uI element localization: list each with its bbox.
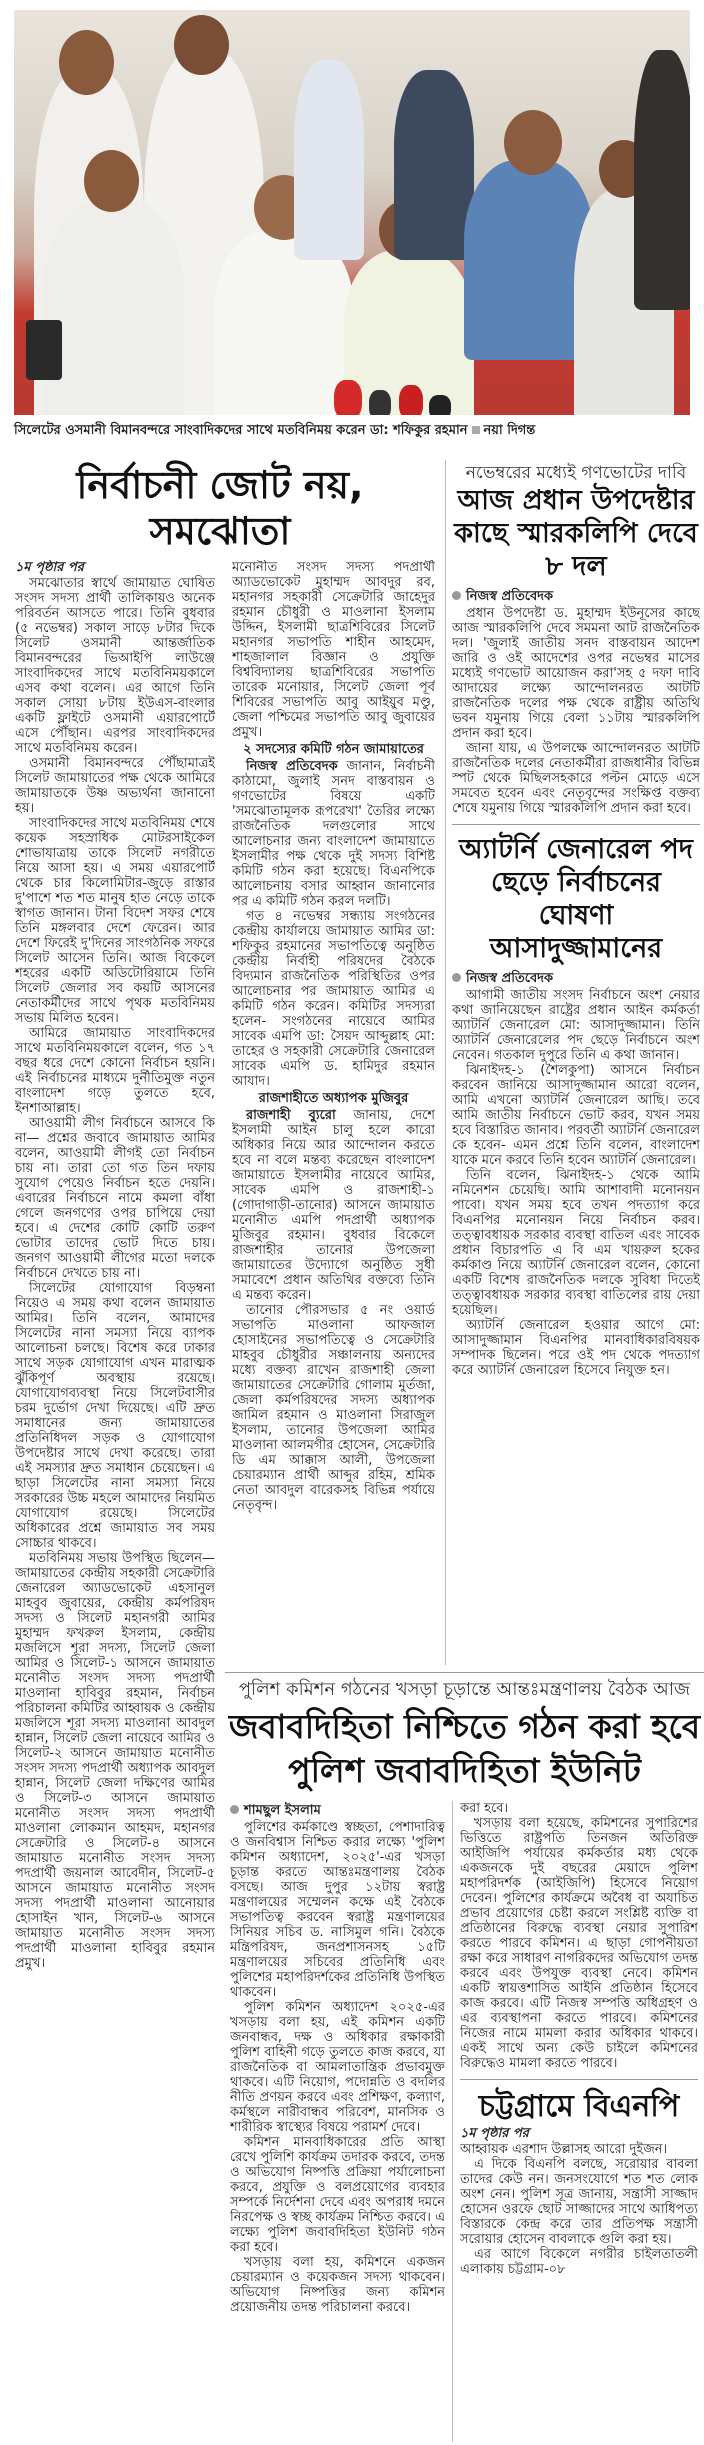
paragraph: তানোর পৌরসভার ৫ নং ওয়ার্ড সভাপতি মাওলানা আফজাল হোসাইনের সভাপতিত্বে ও সেক্রেটারি মাহবুব চৌধুরীর সঞ্চালনায় অন্যদের মধ্যে বক্তব্য রাখেন রাজশাহী জেলা জামায়াতের সেক্রেটারি গোলাম মুর্তজা, জেলা কর্মপরিষদের সদস্য অধ্যাপক জামিল রহমান ও মাওলানা সিরাজুল ইসলাম, তানোর উপজেলা আমির মাওলানা আলমগীর হোসেন, সেক্রেটারি ডি এম আক্কাস আলী, উপজেলা চেয়ারম্যান প্রার্থী আব্দুর রহিম, শ্রমিক নেতা আবদুল বারেকসহ বিভিন্ন পর্যায়ে নেতৃবৃন্দ। (232, 1303, 435, 1513)
person-head (504, 110, 562, 175)
subhead: রাজশাহীতে অধ্যাপক মুজিবুর (258, 1091, 409, 1106)
microphone (399, 385, 423, 415)
person-figure (634, 50, 690, 310)
main-headline: নির্বাচনী জোট নয়, সমঝোতা (76, 463, 364, 553)
paragraph: সমঝোতার স্বার্থে জামায়াত ঘোষিত সংসদ সদস্য প্রার্থী তালিকায়ও অনেক পরিবর্তন আসতে পারে। তিনি বুধবার (৫ নভেম্বর) সকাল সাড়ে ৮টার দিকে সিলেট ওসমানী আন্তর্জাতিক বিমানবন্দরের ভিআইপি লাউঞ্জে সাংবাদিকদের সাথে মতবিনিময়কালে এসব কথা বলেন। এর আগে তিনি সকাল সোয়া ৮টায় ইউএস-বাংলার একটি ফ্লাইটে ওসমানী এয়ারপোর্টে এসে পৌঁছান। এরপর সাংবাদিকদের সাথে মতবিনিময় করেন। (15, 576, 215, 756)
paragraph: আমিরে জামায়াত সাংবাদিকদের সাথে মতবিনিময়কালে বলেন, গত ১৭ বছর ধরে দেশে কোনো নির্বাচন হয়নি। এই নির্বাচনের মাধ্যমে দুর্নীতিমুক্ত নতুন বাংলাদেশ গড়ে তুলতে হবে, ইনশাআল্লাহ। (15, 1026, 215, 1116)
lead-source: রাজশাহী ব্যুরো (246, 1108, 336, 1123)
news-photo (14, 10, 690, 415)
police-article (225, 1672, 704, 2442)
paragraph: এ দিকে বিএনপি বলছে, সরোয়ার বাবলা তাদের কেউ নন। জনসংযোগে শত শত লোক অংশ নেন। পুলিশ সূত্র জানায়, সন্ত্রাসী সাজ্জাদ হোসেন ওরফে ছোট সাজ্জাদের সাথে আধিপত্য বিস্তারকে কেন্দ্র করে তার প্রতিপক্ষ সন্ত্রাসী সরোয়ার হোসেন বাবলাকে গুলি করা হয়। (460, 2157, 698, 2247)
police-right-column (452, 1801, 698, 2442)
headline: আজ প্রধান উপদেষ্টার কাছে স্মারকলিপি দেবে ৮ দল (454, 485, 698, 582)
square-bullet-icon (472, 426, 480, 434)
person-figure (394, 70, 474, 260)
photo-caption (14, 422, 694, 439)
microphone (429, 395, 451, 415)
paragraph (232, 759, 435, 909)
person-figure (44, 200, 184, 415)
byline-text: নিজস্ব প্রতিবেদক (466, 971, 554, 986)
police-article-column-2 (460, 1801, 698, 2071)
continued-label: ১ম পৃষ্ঠার পর (15, 560, 84, 575)
paragraph: তিনি বলেন, ঝিনাইদহ-১ থেকে আমি নমিনেশন চেয়েছি। আমি আশাবাদী মনোনয়ন পাবো। যখন সময় হবে তখন পদত্যাগ করে বিএনপির মনোনয়ন নিয়ে নির্বাচন করব। তত্ত্বাবধায়ক সরকার ব্যবস্থা বাতিল এবং সাবেক প্রধান বিচারপতি এ বি এম খায়রুল হকের কর্মকাণ্ড নিয়ে অ্যাটর্নি জেনারেল বলেন, কোনো একটি বিশেষ রাজনৈতিক দলকে সুবিধা দিতেই তত্ত্বাবধায়ক সরকার ব্যবস্থা বাতিলের রায় দেয়া হয়েছিল। (452, 1168, 700, 1318)
byline (230, 1803, 445, 1818)
bullet-dot-icon (452, 591, 461, 600)
paragraph: অ্যাটর্নি জেনারেল হওয়ার আগে মো: আসাদুজ্জামান বিএনপির মানবাধিকারবিষয়ক সম্পাদক ছিলেন। পরে ওই পদ থেকে পদত্যাগ করে অ্যাটর্নি জেনারেল হিসেবে নিযুক্ত হন। (452, 1318, 700, 1378)
right-column (452, 462, 700, 1664)
lead-source: নিজস্ব প্রতিবেদক (246, 759, 338, 774)
paragraph (232, 1108, 435, 1303)
section-divider (460, 2079, 698, 2080)
paragraph: আগামী জাতীয় সংসদ নির্বাচনে অংশ নেয়ার কথা জানিয়েছেন রাষ্ট্রের প্রধান আইন কর্মকর্তা অ্যাটর্নি জেনারেল মো: আসাদুজ্জামান। তিনি অ্যাটর্নি জেনারেলের পদ ছেড়ে নির্বাচনে অংশ নেবেন। গতকাল দুপুরে তিনি এ কথা জানান। (452, 988, 700, 1063)
kicker: পুলিশ কমিশন গঠনের খসড়া চূড়ান্তে আন্তঃমন্ত্রণালয় বৈঠক আজ (238, 1679, 691, 1700)
person-head (174, 15, 229, 75)
section-divider (452, 824, 700, 825)
paragraph: খসড়ায় বলা হয়েছে, কমিশনের সুপারিশের ভিত্তিতে রাষ্ট্রপতি তিনজন অতিরিক্ত আইজিপি পর্যায়ের কর্মকর্তার মধ্য থেকে একজনকে দুই বছরের মেয়াদে পুলিশ মহাপরিদর্শক (আইজিপি) হিসেবে নিয়োগ দেবেন। পুলিশের কার্যক্রমে অবৈধ বা অযাচিত প্রভাব প্রয়োগের চেষ্টা করলে সংশ্লিষ্ট ব্যক্তি বা প্রতিষ্ঠানের বিরুদ্ধে ব্যবস্থা নেয়ার সুপারিশ করতে পারবে কমিশন। এ ছাড়া গোপনীয়তা রক্ষা করে সাধারণ নাগরিকদের অভিযোগ তদন্ত করবে এবং উপযুক্ত ব্যবস্থা নেবে। কমিশন একটি স্বায়ত্তশাসিত আইনি প্রতিষ্ঠান হিসেবে কাজ করবে। এটি নিজস্ব সম্পত্তি অধিগ্রহণ ও এর ব্যবস্থাপনা করতে পারবে। কমিশনের নিজের নামে মামলা করার অধিকার থাকবে। একই সাথে অন্য কেউ চাইলে কমিশনের বিরুদ্ধেও মামলা করতে পারবে। (460, 1816, 698, 2071)
person-figure (294, 60, 364, 260)
paragraph: প্রধান উপদেষ্টা ড. মুহাম্মদ ইউনূসের কাছে আজ স্মারকলিপি দেবে সমমনা আট রাজনৈতিক দল। 'জুলাই জাতীয় সনদ বাস্তবায়ন আদেশ জারি ও ওই আদেশের ওপর নভেম্বর মাসের মধ্যেই গণভোট আয়োজন করা'সহ ৫ দফা দাবি আদায়ের লক্ষ্যে আন্দোলনরত আটটি রাজনৈতিক দলের পক্ষ থেকে রাষ্ট্রীয় অতিথি ভবন যমুনায় গিয়ে বেলা ১১টায় স্মারকলিপি প্রদান করা হবে। (452, 606, 700, 741)
police-body (225, 1801, 704, 2442)
bullet-dot-icon (230, 1805, 239, 1814)
paragraph: কমিশন মানবাধিকারের প্রতি আস্থা রেখে পুলিশি কার্যক্রম তদারক করবে, তদন্ত ও অভিযোগ নিষ্পত্তি প্রক্রিয়া পর্যালোচনা করবে, প্রযুক্তি ও বলপ্রয়োগের ব্যবহার সম্পর্কে নির্দেশনা দেবে এবং অপরাধ দমনে নিরপেক্ষ ও স্বচ্ছ কার্যক্রম নিশ্চিত করবে। এ লক্ষ্যে পুলিশ জবাবদিহিতা ইউনিট গঠন করা হবে। (230, 2135, 445, 2255)
main-article-column-2 (232, 560, 435, 1664)
paragraph: মতবিনিময় সভায় উপস্থিত ছিলেন— জামায়াতের কেন্দ্রীয় সহকারী সেক্রেটারি জেনারেল অ্যাডভোকেট এহসানুল মাহবুব জুবায়ের, কেন্দ্রীয় কর্মপরিষদ সদস্য ও সিলেট মহানগরী আমির মুহাম্মদ ফখরুল ইসলাম, কেন্দ্রীয় মজলিসে শূরা সদস্য, সিলেট জেলা আমির ও সিলেট-১ আসনে জামায়াত মনোনীত সংসদ সদস্য পদপ্রার্থী মাওলানা হাবিবুর রহমান, নির্বাচন পরিচালনা কমিটির আহ্বায়ক ও কেন্দ্রীয় মজলিসে শূরা সদস্য মাওলানা আবদুল হান্নান, সিলেট জেলা নায়েবে আমির ও সিলেট-২ আসনে জামায়াত মনোনীত সংসদ সদস্য পদপ্রার্থী অধ্যাপক আবদুল হান্নান, সিলেট জেলা দক্ষিণের আমির ও সিলেট-৩ আসনে জামায়াত মনোনীত সংসদ সদস্য পদপ্রার্থী মাওলানা লোকমান আহমদ, মহানগর সেক্রেটারি ও সিলেট-৪ আসনে জামায়াত মনোনীত সংসদ সদস্য পদপ্রার্থী জয়নাল আবেদীন, সিলেট-৫ আসনে জামায়াত মনোনীত সংসদ সদস্য পদপ্রার্থী মাওলানা আনোয়ার হোসাইন খান, সিলেট-৬ আসনে জামায়াত মনোনীত সংসদ সদস্য পদপ্রার্থী মাওলানা হাবিবুর রহমান প্রমুখ। (15, 1551, 215, 1971)
paragraph: সাংবাদিকদের সাথে মতবিনিময় শেষে কয়েক সহস্রাধিক মোটরসাইকেল শোভাযাত্রায় তাকে সিলেট নগরীতে নিয়ে আসা হয়। এ সময় এয়ারপোর্ট থেকে চার কিলোমিটার-জুড়ে রাস্তার দু'পাশে শত শত মানুষ হাত নেড়ে তাকে স্বাগত জানান। টানা বিদেশ সফর শেষে তিনি মঙ্গলবার দেশে ফেরেন। আর দেশে ফিরেই দু'দিনের সাংগঠনিক সফরে সিলেট আসেন তিনি। আজ বিকেলে শহরের একটি অডিটোরিয়ামে তিনি সিলেট জেলার সব কয়টি আসনের নেতাকর্মীদের সাথে পৃথক মতবিনিময় সভায় মিলিত হবেন। (15, 816, 215, 1026)
section-divider (225, 1672, 704, 1673)
paragraph: মনোনীত সংসদ সদস্য পদপ্রার্থী অ্যাডভোকেট মুহাম্মদ আবদুর রব, মহানগর সহকারী সেক্রেটারি জাহেদুর রহমান চৌধুরী ও মাওলানা ইসলাম উদ্দিন, ইসলামী ছাত্রশিবিরের সিলেট মহানগর সভাপতি শাহীন আহমেদ, শাহজালাল বিজ্ঞান ও প্রযুক্তি বিশ্ববিদ্যালয় ছাত্রশিবিরের সভাপতি তারেক মনোয়ার, সিলেট জেলা পূর্ব শিবিরের সভাপতি আবু আইয়ুব মণ্ডু, জেলা পশ্চিমের সভাপতি আবু জুবায়ের প্রমুখ। (232, 560, 435, 740)
caption-text: সিলেটের ওসমানী বিমানবন্দরে সাংবাদিকদের সাথে মতবিনিময় করেন ডা: শফিকুর রহমান (14, 423, 468, 438)
paragraph: সিলেটের যোগাযোগ বিড়ম্বনা নিয়েও এ সময় কথা বলেন জামায়াত আমির। তিনি বলেন, আমাদের সিলেটের নানা সমস্যা নিয়ে ব্যাপক আলোচনা চলছে। বিশেষ করে ঢাকার সাথে সড়ক যোগাযোগ এখন মারাত্মক ঝুঁকিপূর্ণ অবস্থায় রয়েছে। যোগাযোগব্যবস্থা নিয়ে সিলেটবাসীর চরম দুর্ভোগ দেখা দিয়েছে। এটি দ্রুত সমাধানের জন্য জামায়াতের প্রতিনিধিদল সড়ক ও যোগাযোগ উপদেষ্টার সাথে দেখা করেছে। তারা এই সমস্যার দ্রুত সমাধান চেয়েছেন। এ ছাড়া সিলেটের নানা সমস্যা নিয়ে সরকারের উচ্চ মহলে আমাদের নিয়মিত যোগাযোগ রয়েছে। সিলেটের অধিকারের প্রশ্নে জামায়াত সব সময় সোচ্চার থাকবে। (15, 1281, 215, 1551)
paragraph: গত ৪ নভেম্বর সন্ধ্যায় সংগঠনের কেন্দ্রীয় কার্যালয়ে জামায়াত আমির ডা: শফিকুর রহমানের সভাপতিত্বে অনুষ্ঠিত কেন্দ্রীয় নির্বাহী পরিষদের বৈঠকে বিদ্যমান রাজনৈতিক পরিস্থিতির ওপর আলোচনার পর জামায়াত আমির এ কমিটি গঠন করেন। কমিটির সদস্যরা হলেন- সংগঠনের নায়েবে আমির সাবেক এমপি ডা: সৈয়দ আব্দুল্লাহ মো: তাহের ও সহকারী সেক্রেটারি জেনারেল সাবেক এমপি ড. হামিদুর রহমান আযাদ। (232, 909, 435, 1089)
bullet-dot-icon (452, 973, 461, 982)
main-article-column-1 (15, 560, 215, 2442)
side-article-memorandum (452, 462, 700, 816)
paragraph: ঝিনাইদহ-১ (শৈলকুপা) আসনে নির্বাচন করবেন জানিয়ে আসাদুজ্জামান আরো বলেন, আমি এখনো অ্যাটর্নি জেনারেল আছি। তবে আমি জাতীয় নির্বাচনে ভোট করব, যখন সময় হবে বিস্তারিত জানাব। পরবর্তী অ্যাটর্নি জেনারেল কে হবেন- এমন প্রশ্নে তিনি বলেন, বাংলাদেশ যাকে মনে করবে তিনি হবেন অ্যাটর্নি জেনারেল। (452, 1063, 700, 1168)
police-article-column-1 (230, 1801, 445, 2442)
paragraph: জানা যায়, এ উপলক্ষে আন্দোলনরত আটটি রাজনৈতিক দলের নেতাকর্মীরা রাজধানীর বিভিন্ন স্পট থেকে মিছিলসহকারে পল্টন মোড়ে এসে সমবেত হবেন এবং নেতৃবৃন্দের সংক্ষিপ্ত বক্তব্য শেষে যমুনায় গিয়ে স্মারকলিপি প্রদান করা হবে। (452, 741, 700, 816)
paragraph: খসড়ায় বলা হয়, কমিশনে একজন চেয়ারম্যান ও কয়েকজন সদস্য থাকবেন। অভিযোগ নিষ্পত্তির জন্য কমিশন প্রয়োজনীয় তদন্ত পরিচালনা করবে। (230, 2255, 445, 2315)
person-head (59, 30, 114, 95)
byline (452, 971, 700, 986)
microphone (369, 390, 391, 415)
photo-credit: নয়া দিগন্ত (483, 423, 536, 438)
police-headline: জবাবদিহিতা নিশ্চিতে গঠন করা হবে পুলিশ জবাবদিহিতা ইউনিট (228, 1707, 701, 1790)
side-article-attorney-general (452, 833, 700, 1378)
kicker: নভেম্বরের মধ্যেই গণভোটের দাবি (465, 463, 687, 483)
phone-camera (26, 320, 62, 380)
person-head (84, 150, 139, 212)
paragraph: পুলিশ কমিশন অধ্যাদেশ ২০২৫-এর খসড়ায় বলা হয়, এই কমিশন একটি জনবান্ধব, দক্ষ ও অধিকার রক্ষাকারী পুলিশ বাহিনী গড়ে তুলতে কাজ করবে, যা রাজনৈতিক বা আমলাতান্ত্রিক প্রভাবমুক্ত থাকবে। এটি নিয়োগ, পদোন্নতি ও বদলির নীতি প্রণয়ন করবে এবং প্রশিক্ষণ, কল্যাণ, কর্মস্থলে নারীবান্ধব পরিবেশ, মানসিক ও শারীরিক স্বাস্থ্যের বিষয়ে পরামর্শ দেবে। (230, 2000, 445, 2135)
paragraph-text: জানায়, দেশে ইসলামী আইন চালু হলে কারো অধিকার নিয়ে আর আন্দোলন করতে হবে না বলে মন্তব্য করেছেন বাংলাদেশ জামায়াতে ইসলামীর নায়েবে আমির, সাবেক এমপি ও রাজশাহী-১ (গোদাগাড়ী-তানোর) আসনে জামায়াত মনোনীত এমপি পদপ্রার্থী অধ্যাপক মুজিবুর রহমান। বুধবার বিকেলে রাজশাহীর তানোর উপজেলা জামায়াতের উদ্যোগে অনুষ্ঠিত সুধী সমাবেশে প্রধান অতিথির বক্তব্যে তিনি এ মন্তব্য করেন। (232, 1108, 435, 1303)
headline: অ্যাটর্নি জেনারেল পদ ছেড়ে নির্বাচনের ঘোষণা আসাদুজ্জামানের (459, 834, 693, 964)
byline-text: নিজস্ব প্রতিবেদক (466, 589, 554, 604)
headline: চট্টগ্রামে বিএনপি (478, 2089, 680, 2124)
paragraph: পুলিশের কর্মকাণ্ডে স্বচ্ছতা, পেশাদারিত্ব ও জনবিশ্বাস নিশ্চিত করার লক্ষ্যে 'পুলিশ কমিশন অধ্যাদেশ, ২০২৫'-এর খসড়া চূড়ান্ত করতে আন্তঃমন্ত্রণালয় বৈঠক বসছে। আজ দুপুর ১২টায় স্বরাষ্ট্র মন্ত্রণালয়ের সম্মেলন কক্ষে এই বৈঠকে সভাপতিত্ব করবেন স্বরাষ্ট্র মন্ত্রণালয়ের সিনিয়র সচিব ড. নাসিমুল গনি। বৈঠকে মন্ত্রিপরিষদ, জনপ্রশাসনসহ ১৫টি মন্ত্রণালয়ের সচিবের প্রতিনিধি এবং পুলিশের মহাপরিদর্শকের প্রতিনিধি উপস্থিত থাকবেন। (230, 1820, 445, 2000)
paragraph: ওসমানী বিমানবন্দরে পৌঁছামাত্রই সিলেট জামায়াতের পক্ষ থেকে আমিরে জামায়াতকে উষ্ণ অভ্যর্থনা জানানো হয়। (15, 756, 215, 816)
byline (452, 589, 700, 604)
continued-label: ১ম পৃষ্ঠার পর (460, 2126, 529, 2141)
subhead: ২ সদস্যের কমিটি গঠন জামায়াতের (243, 742, 424, 757)
column-divider (445, 460, 446, 1665)
paragraph: করা হবে। (460, 1801, 509, 1816)
ctg-article (460, 2088, 698, 2277)
microphone (334, 380, 362, 415)
paragraph: এর আগে বিকেলে নগরীর চাইলতাতলী এলাকায় চট্টগ্রাম-০৮ (460, 2247, 698, 2277)
paragraph: আওয়ামী লীগ নির্বাচনে আসবে কি না— প্রশ্নের জবাবে জামায়াত আমির বলেন, আওয়ামী লীগই তো নির্বাচন চায় না। তারা তো গত তিন দফায় সুযোগ পেয়েও নির্বাচন হতে দেয়নি। এবারের নির্বাচনে নামে কমলা বাঁধা গেলে জনগণের ওপর চাপিয়ে দেয়া হবে। এ দেশের কোটি কোটি তরুণ ভোটার তাদের ভোট দিতে চায়। জনগণ আওয়ামী লীগের মতো দলকে নির্বাচনে দেখতে চায় না। (15, 1116, 215, 1281)
byline-text: শামছুল ইসলাম (244, 1803, 321, 1818)
paragraph-text: জানান, নির্বাচনী কাঠামো, জুলাই সনদ বাস্তবায়ন ও গণভোটের বিষয়ে একটি 'সমঝোতামূলক রূপরেখা' তৈরির লক্ষ্যে রাজনৈতিক দলগুলোর সাথে আলোচনার জন্য বাংলাদেশ জামায়াতে ইসলামীর পক্ষ থেকে দুই সদস্য বিশিষ্ট কমিটি গঠন করা হয়েছে। বিএনপিকে আলোচনায় বসার আহ্বান জানানোর পর এ কমিটি গঠন করল দলটি। (232, 759, 435, 909)
paragraph: আহ্বায়ক এরশাদ উল্লাসহ আরো দুইজন। (460, 2142, 668, 2157)
